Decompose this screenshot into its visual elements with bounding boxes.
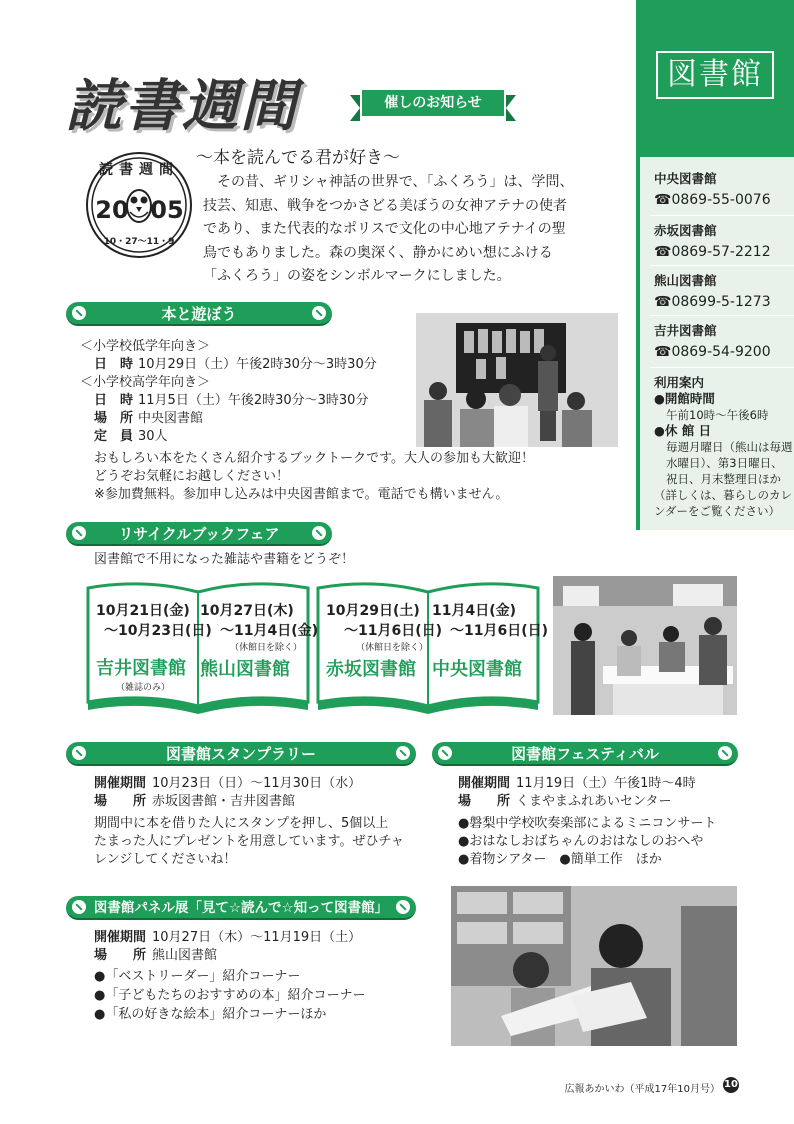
festival-period: 開催期間 11月19日（土）午後1時〜4時: [458, 776, 696, 791]
svg-text:05: 05: [150, 196, 184, 224]
library-contact: 中央図書館 ☎0869-55-0076: [654, 169, 794, 208]
target-group-upper: ＜小学校高学年向き＞: [80, 375, 211, 390]
page-title: 読書週間: [66, 73, 298, 139]
fair-library-name: 熊山図書館: [200, 659, 290, 680]
panel-item: ●「ベストリーダー」紹介コーナー: [94, 969, 301, 984]
panel-item: ●「子どもたちのおすすめの本」紹介コーナー: [94, 988, 366, 1003]
book-fair-photo: [553, 576, 737, 715]
library-contact: 赤坂図書館 ☎0869-57-2212: [654, 221, 794, 260]
event-date-lower: 日 時 10月29日（土）午後2時30分〜3時30分: [94, 357, 377, 372]
target-group-lower: ＜小学校低学年向き＞: [80, 339, 211, 354]
page-number: 10: [723, 1077, 739, 1093]
stamp-description: 期間中に本を借りた人にスタンプを押し、5個以上: [94, 816, 389, 831]
festival-place: 場 所 くまやまふれあいセンター: [458, 794, 672, 809]
booktalk-photo: [416, 313, 618, 447]
svg-text:10・27〜11・9: 10・27〜11・9: [103, 237, 175, 247]
fair-item-kumayama: 10月27日(木) 〜11月4日(金) （休館日を除く） 熊山図書館: [200, 603, 319, 680]
phone-number: ☎0869-54-9200: [654, 344, 771, 360]
phone-number: ☎0869-55-0076: [654, 192, 771, 208]
fair-library-name: 吉井図書館: [96, 658, 186, 679]
usage-info: 利用案内 ●開館時間 午前10時〜午後6時 ●休 館 日 毎週月曜日（熊山は毎週水曜日）、第3日曜日、祝日、月末整理日ほか （詳しくは、暮らしのカレンダーをご覧ください）: [654, 375, 793, 518]
play-description-2: どうぞお気軽にお越しください！: [94, 469, 290, 484]
fair-item-yoshii: 10月21日(金) 〜10月23日(日) 吉井図書館 （雑誌のみ）: [96, 603, 212, 693]
ribbon-label: 催しのお知らせ: [362, 90, 504, 116]
festival-item: ●磐梨中学校吹奏楽部によるミニコンサート: [458, 816, 717, 831]
recycle-description: 図書館で不用になった雑誌や書籍をどうぞ！: [94, 552, 355, 567]
panel-period: 開催期間 10月27日（木）〜11月19日（土）: [94, 930, 362, 945]
fair-library-name: 赤坂図書館: [326, 659, 416, 680]
section-heading-festival: 図書館フェスティバル: [432, 742, 738, 766]
section-heading-panel: 図書館パネル展「見て☆読んで☆知って図書館」: [66, 896, 416, 920]
sidebar-title: 図書館: [656, 51, 774, 99]
reading-photo: [451, 886, 737, 1046]
library-contacts: [636, 157, 794, 530]
stamp-period: 開催期間 10月23日（日）〜11月30日（水）: [94, 776, 362, 791]
owl-stamp-logo: [84, 150, 194, 260]
play-description: おもしろい本をたくさん紹介するブックトークです。大人の参加も大歓迎！: [94, 451, 535, 466]
library-contact: 熊山図書館 ☎08699-5-1273: [654, 271, 794, 310]
event-date-upper: 日 時 11月5日（土）午後2時30分〜3時30分: [94, 393, 369, 408]
footer-publication: 広報あかいわ（平成17年10月号）: [564, 1084, 720, 1095]
event-place: 場 所 中央図書館: [94, 411, 204, 426]
stamp-place: 場 所 赤坂図書館・吉井図書館: [94, 794, 296, 809]
stamp-description-3: レンジしてくださいね！: [94, 852, 237, 867]
fair-item-akasaka: 10月29日(土) 〜11月6日(日) （休館日を除く） 赤坂図書館: [326, 603, 443, 680]
phone-number: ☎0869-57-2212: [654, 244, 771, 260]
event-ribbon: [350, 90, 516, 116]
fair-library-name: 中央図書館: [432, 659, 522, 680]
sidebar-header: [636, 0, 794, 157]
section-heading-recycle: リサイクルブックフェア: [66, 522, 332, 546]
festival-item: ●おはなしおばちゃんのおはなしのおへや: [458, 834, 704, 849]
section-heading-play: 本と遊ぼう: [66, 302, 332, 326]
stamp-description-2: たまった人にプレゼントを用意しています。ぜひチャ: [94, 834, 405, 849]
panel-item: ●「私の好きな絵本」紹介コーナーほか: [94, 1007, 327, 1022]
panel-place: 場 所 熊山図書館: [94, 948, 218, 963]
event-capacity: 定 員 30人: [94, 429, 168, 444]
play-note: ※参加費無料。参加申し込みは中央図書館まで。電話でも構いません。: [94, 487, 509, 502]
subtitle: 〜本を読んでる君が好き〜: [196, 148, 400, 168]
fair-item-chuo: 11月4日(金) 〜11月6日(日) 中央図書館: [432, 603, 549, 680]
svg-text:読書週間: 読書週間: [99, 162, 179, 178]
svg-text:20: 20: [95, 196, 129, 224]
phone-number: ☎08699-5-1273: [654, 294, 771, 310]
festival-item: ●着物シアター ●簡単工作 ほか: [458, 852, 662, 867]
section-heading-stamp-rally: 図書館スタンプラリー: [66, 742, 416, 766]
library-contact: 吉井図書館 ☎0869-54-9200: [654, 321, 794, 360]
intro-text: その昔、ギリシャ神話の世界で、「ふくろう」は、学問、技芸、知恵、戦争をつかさどる美ぼうの女神アテナの使者であり、また代表的なポリスで文化の中心地アテナイの聖鳥でもありました。森の奥深く、静かにめい想にふける「ふくろう」の姿をシンボルマークにしました。: [203, 174, 574, 285]
